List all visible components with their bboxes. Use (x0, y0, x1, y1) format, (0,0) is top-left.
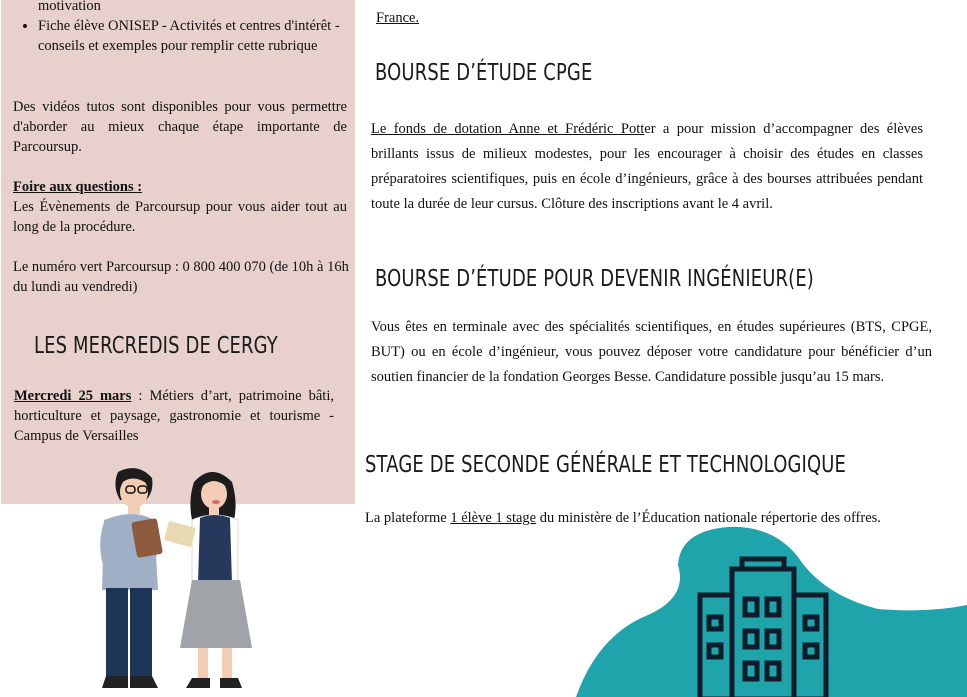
bullet-onisep[interactable]: • Fiche élève ONISEP - Activités et centres d'intérêt -conseils et exemples pour remplir cette rubrique (38, 16, 344, 56)
france-fragment[interactable]: France. (376, 10, 420, 26)
faq-block (13, 177, 347, 237)
mercredi-text: : Métiers d’art, patrimoine bâti, horticulture et paysage, gastronomie et tourisme - Campus de Versailles (14, 388, 334, 444)
mercredis-heading: LES MERCREDIS DE CERGY (34, 333, 278, 359)
stage-suffix: du ministère de l’Éducation nationale répertorie des offres. (536, 510, 881, 526)
ingenieur-heading: BOURSE D’ÉTUDE POUR DEVENIR INGÉNIEUR(E) (375, 266, 814, 292)
stage-prefix: La plateforme (365, 510, 451, 526)
onisep-list (14, 0, 344, 56)
videos-paragraph: Des vidéos tutos sont disponibles pour vous permettre d'aborder au mieux chaque étape importante de Parcoursup. (13, 99, 347, 155)
girl-figure (164, 472, 252, 688)
mercredi-date-link[interactable]: Mercredi 25 mars (14, 388, 132, 404)
faq-title[interactable]: Foire aux questions : (13, 179, 143, 195)
mercredi-paragraph (14, 386, 334, 446)
ingenieur-paragraph: Vous êtes en terminale avec des spécialités scientifiques, en études supérieures (BTS, CPGE, BUT) ou en école d’ingénieur, vous pouvez déposer votre candidature pour bénéficier d’un soutien financier de la fondation Georges Besse. Candidature possible jusqu’au 15 mars. (371, 319, 932, 385)
bullet-fragment: motivation (38, 0, 101, 14)
faq-text: Les Évènements de Parcoursup pour vous aider tout au long de la procédure. (13, 199, 347, 235)
cpge-text: er a pour mission d’accompagner des élèves brillants issus de milieux modestes, pour les encourager à choisir des études en classes préparatoires scientifiques, puis en école d’ingénieurs, grâce à des bourses attribuées pendant toute la durée de leur cursus. Clôture des inscriptions avant le 4 avril. (371, 121, 923, 212)
teal-blob (568, 525, 967, 697)
cpge-fund-link[interactable]: Le fonds de dotation Anne et Frédéric Pott (371, 121, 645, 137)
hotline-text: Le numéro vert Parcoursup : 0 800 400 070 (de 10h à 16h du lundi au vendredi) (13, 259, 349, 295)
boy-figure (100, 468, 163, 688)
students-illustration (70, 462, 270, 694)
stage-link[interactable]: 1 élève 1 stage (450, 510, 537, 526)
stage-heading: STAGE DE SECONDE GÉNÉRALE ET TECHNOLOGIQUE (365, 452, 847, 478)
cpge-heading: BOURSE D’ÉTUDE CPGE (375, 60, 593, 86)
cpge-paragraph (371, 117, 923, 217)
